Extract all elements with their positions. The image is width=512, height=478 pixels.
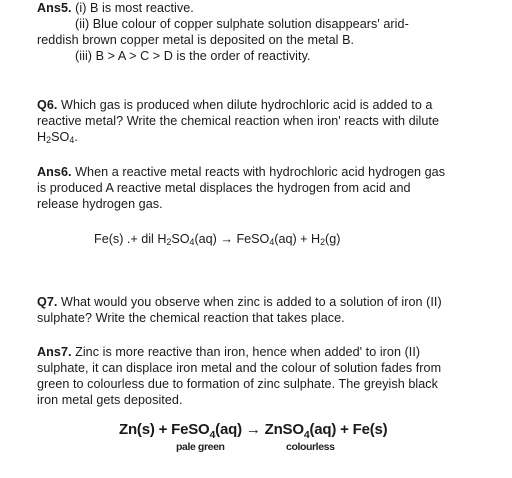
- ans7-text-1: Zinc is more reactive than iron, hence when added' to iron (II): [71, 345, 421, 359]
- ans7-line-1: [37, 344, 420, 360]
- ans6-line-2: is produced A reactive metal displaces the hydrogen from acid and: [37, 181, 411, 195]
- ans7-line-2: sulphate, it can displace iron metal and the colour of solution fades from: [37, 361, 442, 375]
- ans7-line-4: iron metal gets deposited.: [37, 393, 183, 407]
- q7-line-1: [37, 294, 442, 310]
- ans5-line-4: (iii) B > A > C > D is the order of reactivity.: [75, 49, 311, 63]
- q7-text-1: What would you observe when zinc is added to a solution of iron (II): [57, 295, 442, 309]
- ans5-text-1: (i) B is most reactive.: [71, 1, 194, 15]
- q6-label: Q6.: [37, 98, 58, 112]
- q6-line-1: [37, 97, 432, 113]
- ans5-line-3: reddish brown copper metal is deposited on the metal B.: [37, 33, 355, 47]
- ans6-equation: Fe(s) .+ dil $H_2SO_4(aq)$ → FeSO$_4$(aq) + $H_2(g)$: [94, 232, 341, 247]
- q6-line-3: $H_2SO_4$.: [37, 130, 78, 145]
- ans7-line-3: green to colourless due to formation of zinc sulphate. The greyish black: [37, 377, 438, 391]
- ans5-line-1: [37, 0, 194, 16]
- ans6-line-3: release hydrogen gas.: [37, 197, 163, 211]
- ans7-equation: Zn(s) + FeSO$_4$(aq) → ZnSO$_4$(aq) + Fe(s): [119, 421, 388, 441]
- ans5-label: Ans5.: [37, 1, 72, 15]
- q7-line-2: sulphate? Write the chemical reaction that takes place.: [37, 311, 345, 325]
- ans5-line-2: (ii) Blue colour of copper sulphate solution disappears' arid-: [75, 17, 409, 31]
- note-pale-green: pale green: [176, 441, 225, 453]
- note-colourless: colourless: [286, 441, 335, 453]
- ans6-line-1: [37, 164, 445, 180]
- q6-line-2: reactive metal? Write the chemical reaction when iron' reacts with dilute: [37, 114, 440, 128]
- q6-text-1: Which gas is produced when dilute hydrochloric acid is added to a: [57, 98, 433, 112]
- ans7-label: Ans7.: [37, 345, 72, 359]
- q7-label: Q7.: [37, 295, 58, 309]
- ans6-text-1: When a reactive metal reacts with hydrochloric acid hydrogen gas: [71, 165, 446, 179]
- ans6-label: Ans6.: [37, 165, 72, 179]
